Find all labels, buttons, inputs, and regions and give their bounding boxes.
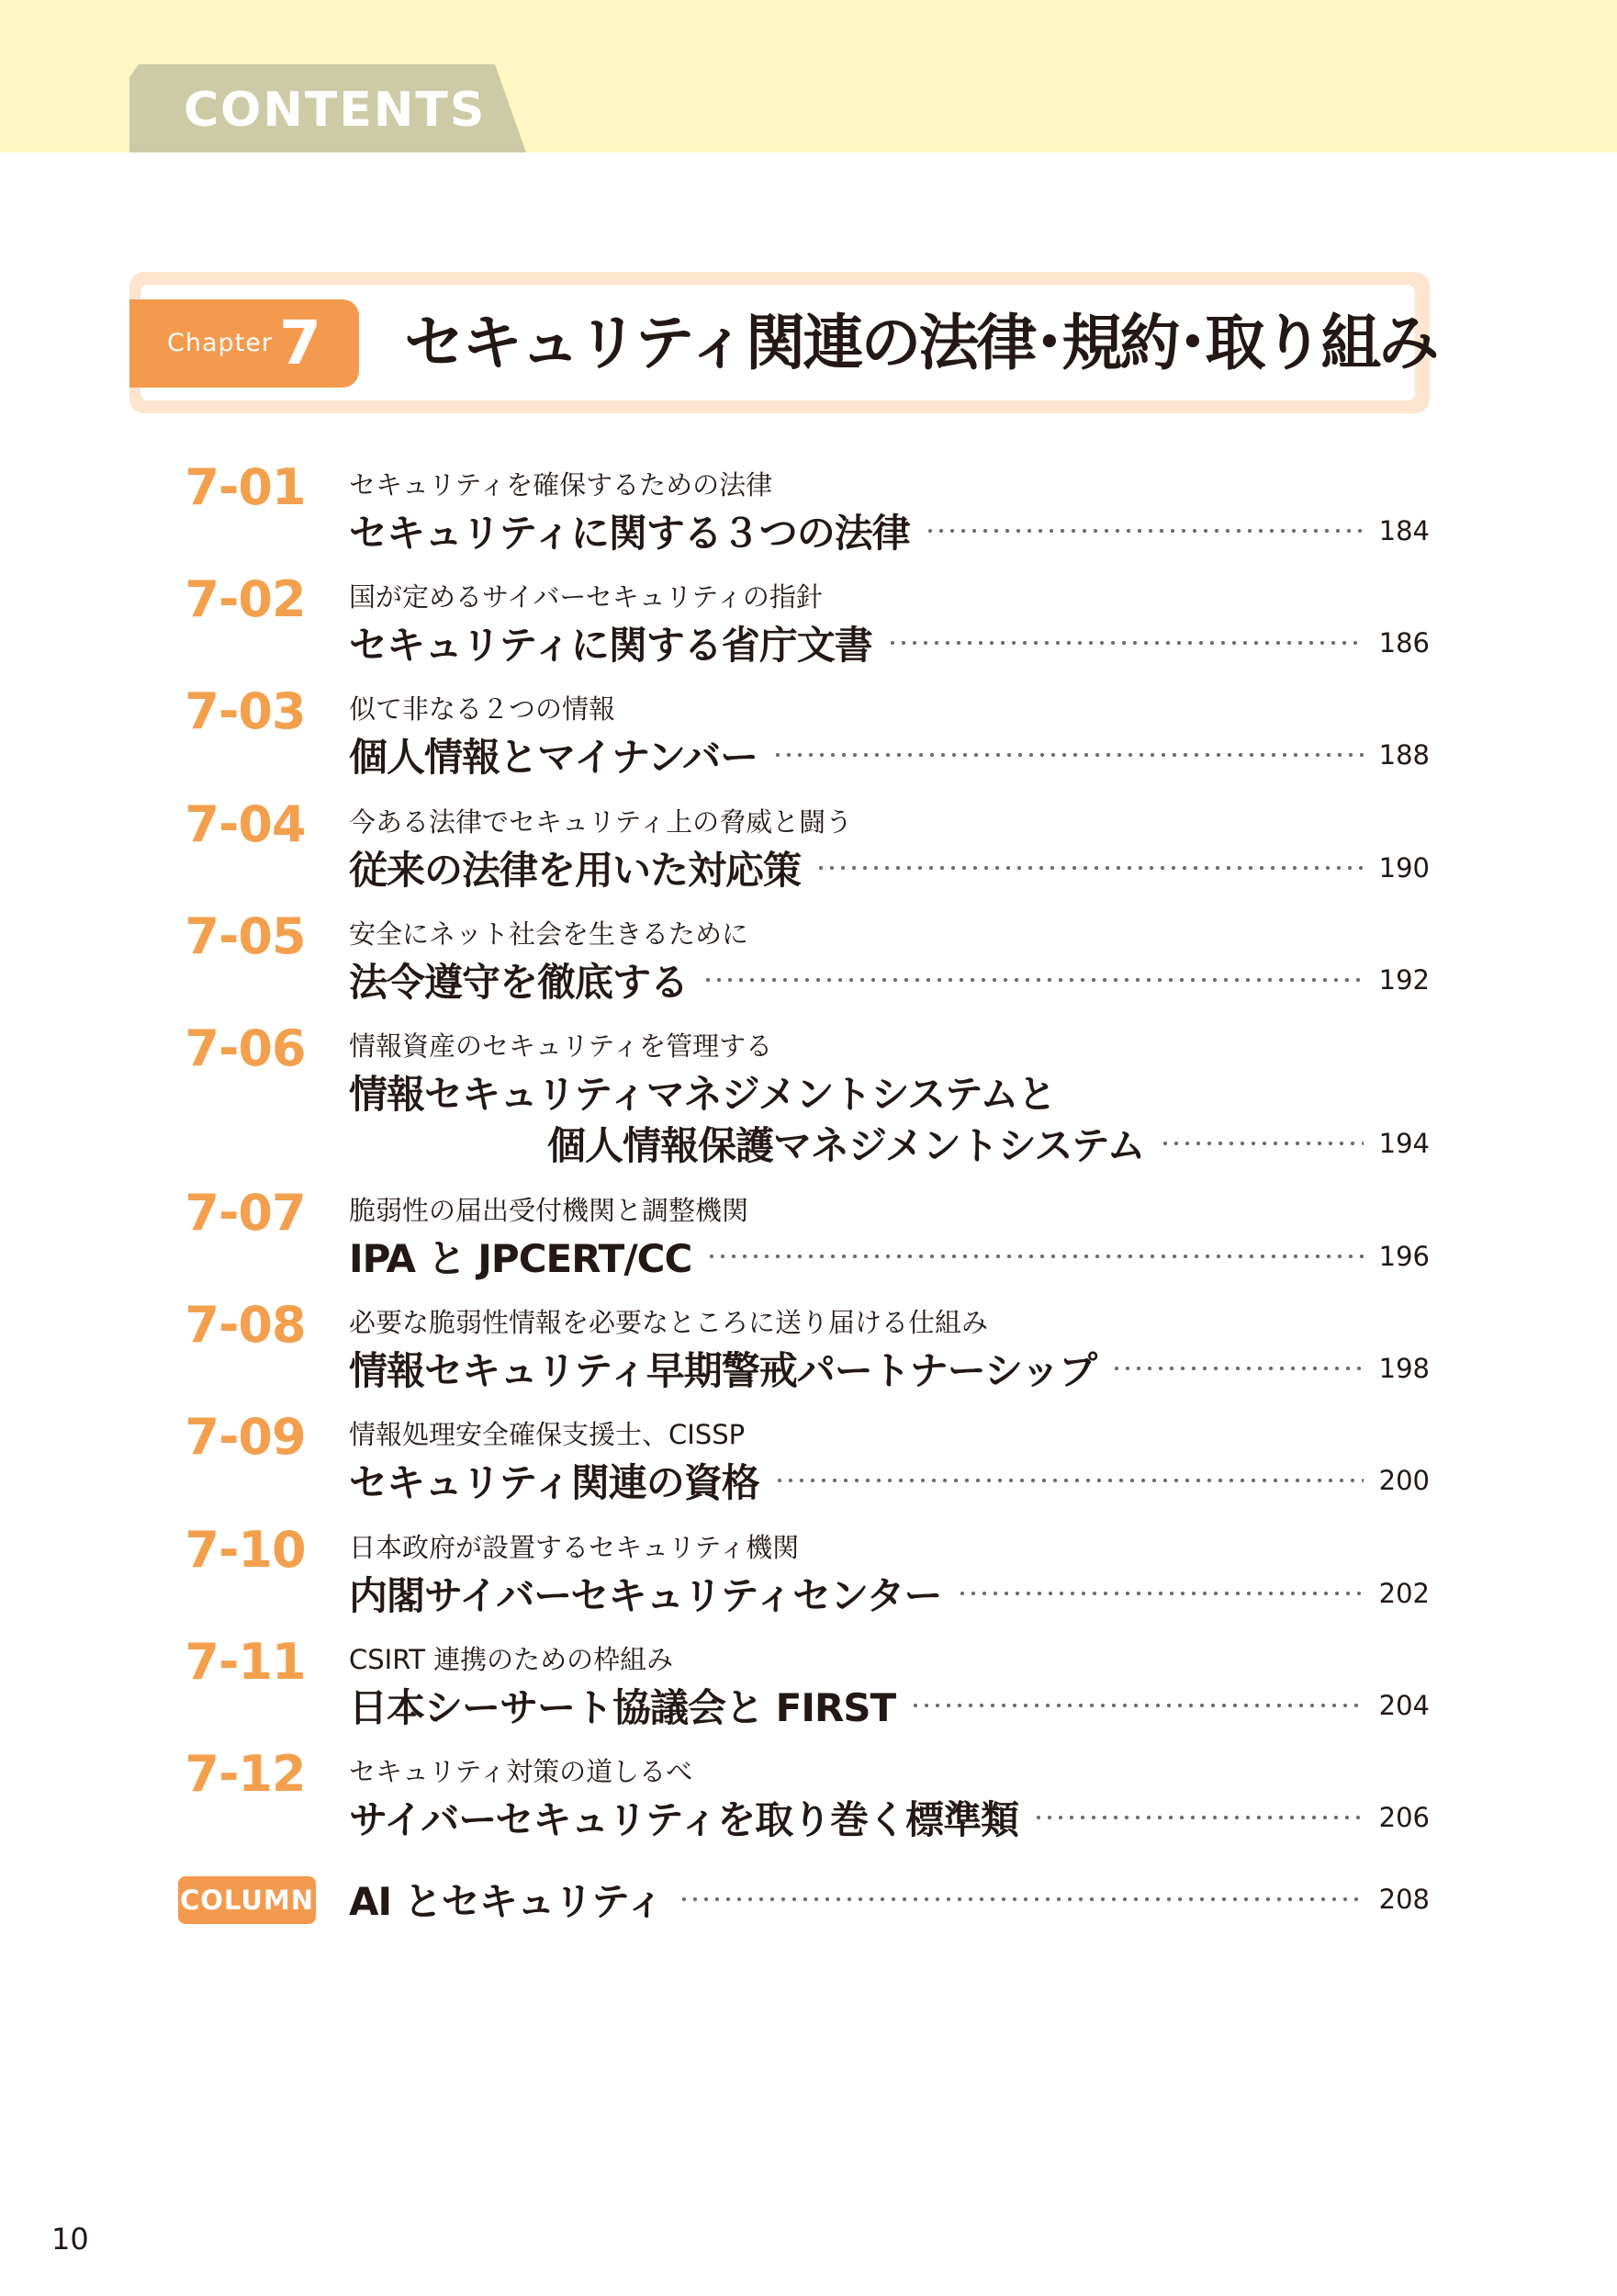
section-number: 7-02 — [185, 570, 306, 628]
page-ref: 196 — [1378, 1241, 1430, 1272]
section-number: 7-07 — [185, 1184, 306, 1242]
section-title-continued[interactable]: 個人情報保護マネジメントシステム — [547, 1123, 1145, 1168]
section-number: 7-04 — [185, 795, 306, 853]
column-title[interactable]: AI とセキュリティ — [349, 1879, 664, 1924]
section-number: 7-10 — [185, 1521, 306, 1579]
page-ref: 206 — [1378, 1802, 1430, 1833]
section-number: 7-01 — [185, 458, 306, 516]
section-title[interactable]: セキュリティに関する省庁文書 — [349, 623, 872, 668]
dot-leader — [957, 1590, 1364, 1597]
section-subtitle: セキュリティを確保するための法律 — [349, 469, 773, 501]
section-title[interactable]: 内閣サイバーセキュリティセンター — [349, 1573, 942, 1618]
section-title[interactable]: 日本シーサート協議会と FIRST — [349, 1685, 896, 1730]
dot-leader — [679, 1896, 1364, 1903]
section-subtitle: 安全にネット社会を生きるために — [349, 918, 749, 950]
page-ref: 192 — [1378, 964, 1430, 996]
section-number: 7-12 — [185, 1745, 306, 1803]
dot-leader — [910, 1702, 1364, 1709]
section-number: 7-09 — [185, 1408, 306, 1466]
section-subtitle: 情報処理安全確保支援士、CISSP — [349, 1419, 746, 1450]
dot-leader — [1033, 1814, 1364, 1821]
section-title[interactable]: IPA と JPCERT/CC — [349, 1236, 692, 1281]
dot-leader — [774, 1477, 1364, 1484]
section-title[interactable]: セキュリティ関連の資格 — [349, 1460, 759, 1505]
dot-leader — [702, 976, 1364, 984]
page-ref: 204 — [1378, 1690, 1430, 1721]
section-subtitle: 情報資産のセキュリティを管理する — [349, 1030, 773, 1062]
section-title[interactable]: 情報セキュリティ早期警戒パートナーシップ — [349, 1348, 1097, 1393]
chapter-number: 7 — [279, 308, 321, 378]
section-subtitle: 脆弱性の届出受付機関と調整機関 — [349, 1195, 749, 1226]
dot-leader — [1160, 1140, 1364, 1147]
section-number: 7-06 — [185, 1019, 306, 1077]
column-badge: COLUMN — [178, 1876, 316, 1924]
page-ref: 186 — [1378, 627, 1430, 658]
page-ref: 188 — [1378, 739, 1430, 771]
chapter-word: Chapter — [167, 329, 273, 357]
page-number: 10 — [51, 2222, 89, 2257]
section-number: 7-08 — [185, 1296, 306, 1354]
page-ref: 198 — [1378, 1353, 1430, 1384]
section-number: 7-03 — [185, 682, 306, 740]
section-subtitle: 国が定めるサイバーセキュリティの指針 — [349, 581, 823, 613]
section-title[interactable]: サイバーセキュリティを取り巻く標準類 — [349, 1797, 1019, 1842]
section-subtitle: セキュリティ対策の道しるべ — [349, 1756, 693, 1787]
page-ref: 184 — [1378, 515, 1430, 546]
section-title[interactable]: 情報セキュリティマネジメントシステムと — [349, 1072, 1056, 1117]
dot-leader — [815, 864, 1364, 872]
section-subtitle: 今ある法律でセキュリティ上の脅威と闘う — [349, 806, 853, 838]
dot-leader — [1111, 1365, 1364, 1372]
section-title[interactable]: 法令遵守を徹底する — [349, 960, 689, 1005]
contents-label: CONTENTS — [184, 83, 487, 138]
page-ref: 208 — [1378, 1884, 1430, 1915]
section-title[interactable]: 個人情報とマイナンバー — [349, 735, 758, 780]
section-subtitle: 必要な脆弱性情報を必要なところに送り届ける仕組み — [349, 1307, 989, 1338]
page-ref: 194 — [1378, 1128, 1430, 1159]
section-subtitle: CSIRT 連携のための枠組み — [349, 1644, 674, 1675]
section-title[interactable]: セキュリティに関する３つの法律 — [349, 511, 910, 556]
page-ref: 202 — [1378, 1578, 1430, 1609]
page-ref: 190 — [1378, 852, 1430, 884]
chapter-title: セキュリティ関連の法律･規約･取り組み — [404, 308, 1437, 378]
section-number: 7-05 — [185, 907, 306, 965]
dot-leader — [706, 1253, 1364, 1260]
section-number: 7-11 — [185, 1633, 306, 1691]
dot-leader — [925, 527, 1364, 535]
dot-leader — [772, 751, 1364, 759]
section-title[interactable]: 従来の法律を用いた対応策 — [349, 848, 802, 893]
dot-leader — [887, 639, 1364, 647]
section-subtitle: 日本政府が設置するセキュリティ機関 — [349, 1532, 800, 1563]
page-ref: 200 — [1378, 1465, 1430, 1496]
section-subtitle: 似て非なる２つの情報 — [349, 693, 616, 725]
